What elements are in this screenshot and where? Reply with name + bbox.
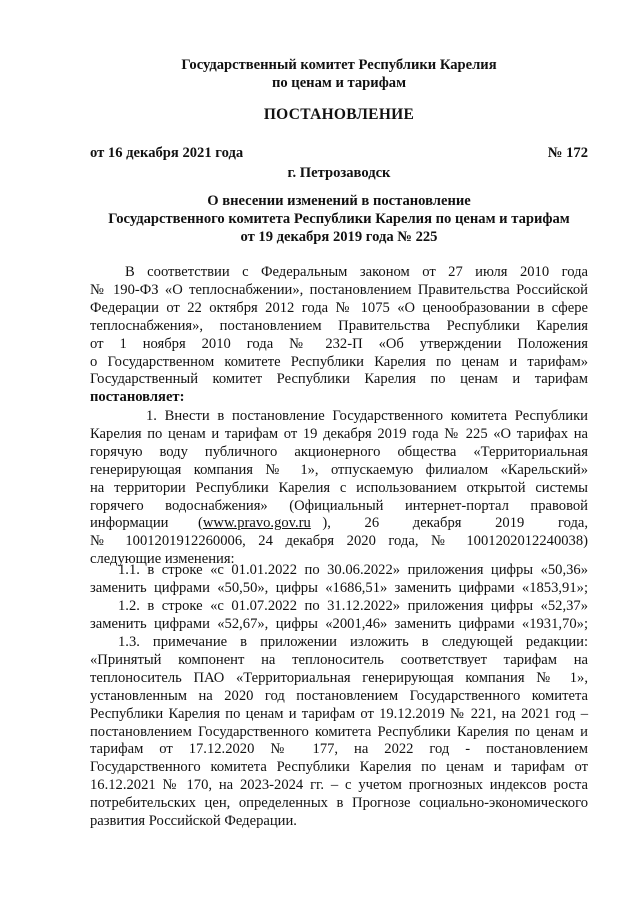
item-1-line: горячего водоснабжения» (Официальный интернет-портал правовой	[90, 497, 588, 514]
item-1-2-line: 1.2. в строке «с 01.07.2022 по 31.12.2022» приложения цифры «52,37»	[118, 598, 588, 614]
preamble-line: В соответствии с Федеральным законом от 27 июля 2010 года	[125, 264, 588, 280]
document-title	[90, 193, 588, 247]
item-1-3	[90, 634, 588, 831]
item-1-3-line: развития Российской Федерации.	[90, 813, 297, 830]
item-1-line: 1. Внести в постановление Государственного комитета Республики	[146, 408, 588, 424]
item-1-line: № 1001201912260006, 24 декабря 2020 года, № 1001202012240038)	[90, 533, 588, 550]
item-1-1-line: заменить цифрами «50,50», цифры «1686,51» заменить цифрами «1853,91»;	[90, 579, 588, 596]
document-type: ПОСТАНОВЛЕНИЕ	[263, 106, 415, 123]
item-1-3-line: Республики Карелия по ценам и тарифам от 19.12.2019 № 221, на 2021 год –	[90, 705, 588, 722]
item-1-line: горячую воду публичного акционерного общества «Территориальная	[90, 443, 588, 460]
date-number-row	[90, 145, 588, 163]
title-line-2: Государственного комитета Республики Карелия по ценам и тарифам	[108, 210, 570, 227]
item-1-1-line: 1.1. в строке «с 01.01.2022 по 30.06.2022» приложения цифры «50,36»	[118, 562, 588, 578]
pravo-link[interactable]: www.pravo.gov.ru	[202, 515, 311, 532]
preamble-line: Государственный комитет Республики Карелия по ценам и тарифам	[90, 371, 588, 388]
item-1-date-tail: ), 26 декабря 2019 года,	[322, 515, 588, 532]
preamble-line: № 190-ФЗ «О теплоснабжении», постановлением Правительства Российской	[90, 281, 588, 298]
item-1-3-line: потребительских цен, определенных в Прогнозе социально-экономического	[90, 795, 588, 812]
issuer-line-1: Государственный комитет Республики Карелия	[181, 57, 497, 73]
preamble-line: теплоснабжения», постановлением Правительства Республики Карелия	[90, 317, 588, 334]
title-line-3: от 19 декабря 2019 года № 225	[240, 228, 438, 245]
item-1-3-line: теплоноситель ПАО «Территориальная генерирующая компания № 1»,	[90, 669, 588, 686]
item-1-3-line: 16.12.2021 № 170, на 2023-2024 гг. – с учетом прогнозных индексов роста	[90, 777, 588, 794]
item-1-line: на территории Республики Карелия с использованием открытой системы	[90, 479, 588, 496]
issuer-heading	[90, 57, 588, 93]
issuer-line-2: по ценам и тарифам	[271, 74, 407, 91]
item-1-line: Карелия по ценам и тарифам от 19 декабря 2019 года № 225 «О тарифах на	[90, 425, 588, 442]
item-1-3-line: постановлением Государственного комитета Республики Карелия по ценам и	[90, 723, 588, 740]
title-line-1: О внесении изменений в постановление	[207, 193, 471, 209]
resolves-word: постановляет	[90, 389, 180, 406]
item-1-3-line: «Принятый компонент на теплоноситель соответствует тарифам на	[90, 651, 588, 668]
item-1-3-line: 1.3. примечание в приложении изложить в следующей редакции:	[118, 634, 588, 650]
preamble-line: о Государственном комитете Республики Карелия по ценам и тарифам»	[90, 353, 588, 370]
item-1-3-line: установленным на 2020 год постановлением Государственного комитета	[90, 687, 588, 704]
item-1-line: информации (www.pravo.gov.ru ), 26 декабря 2019 года,	[90, 515, 588, 532]
item-1-3-line: тарифам от 17.12.2020 № 177, на 2022 год - постановлением	[90, 741, 588, 758]
item-1-2	[90, 598, 588, 634]
preamble-resolves: постановляет:	[90, 389, 185, 406]
document-date: от 16 декабря 2021 года	[90, 145, 244, 161]
item-1-line: генерирующая компания № 1», отпускаемую филиалом «Карельский»	[90, 461, 588, 478]
item-1-1	[90, 562, 588, 598]
preamble-line: от 1 ноября 2010 года № 232-П «Об утверждении Положения	[90, 335, 588, 352]
preamble	[90, 264, 588, 407]
item-1-3-line: Государственного комитета Республики Карелия по ценам и тарифам от	[90, 759, 588, 776]
preamble-line: Федерации от 22 октября 2012 года № 1075 «О ценообразовании в сфере	[90, 299, 588, 316]
item-1	[90, 408, 588, 569]
document-city: г. Петрозаводск	[287, 165, 391, 181]
document-number: № 172	[547, 145, 588, 161]
item-1-line: следующие изменения:	[90, 551, 235, 568]
item-1-2-line: заменить цифрами «52,67», цифры «2001,46» заменить цифрами «1931,70»;	[90, 615, 588, 632]
